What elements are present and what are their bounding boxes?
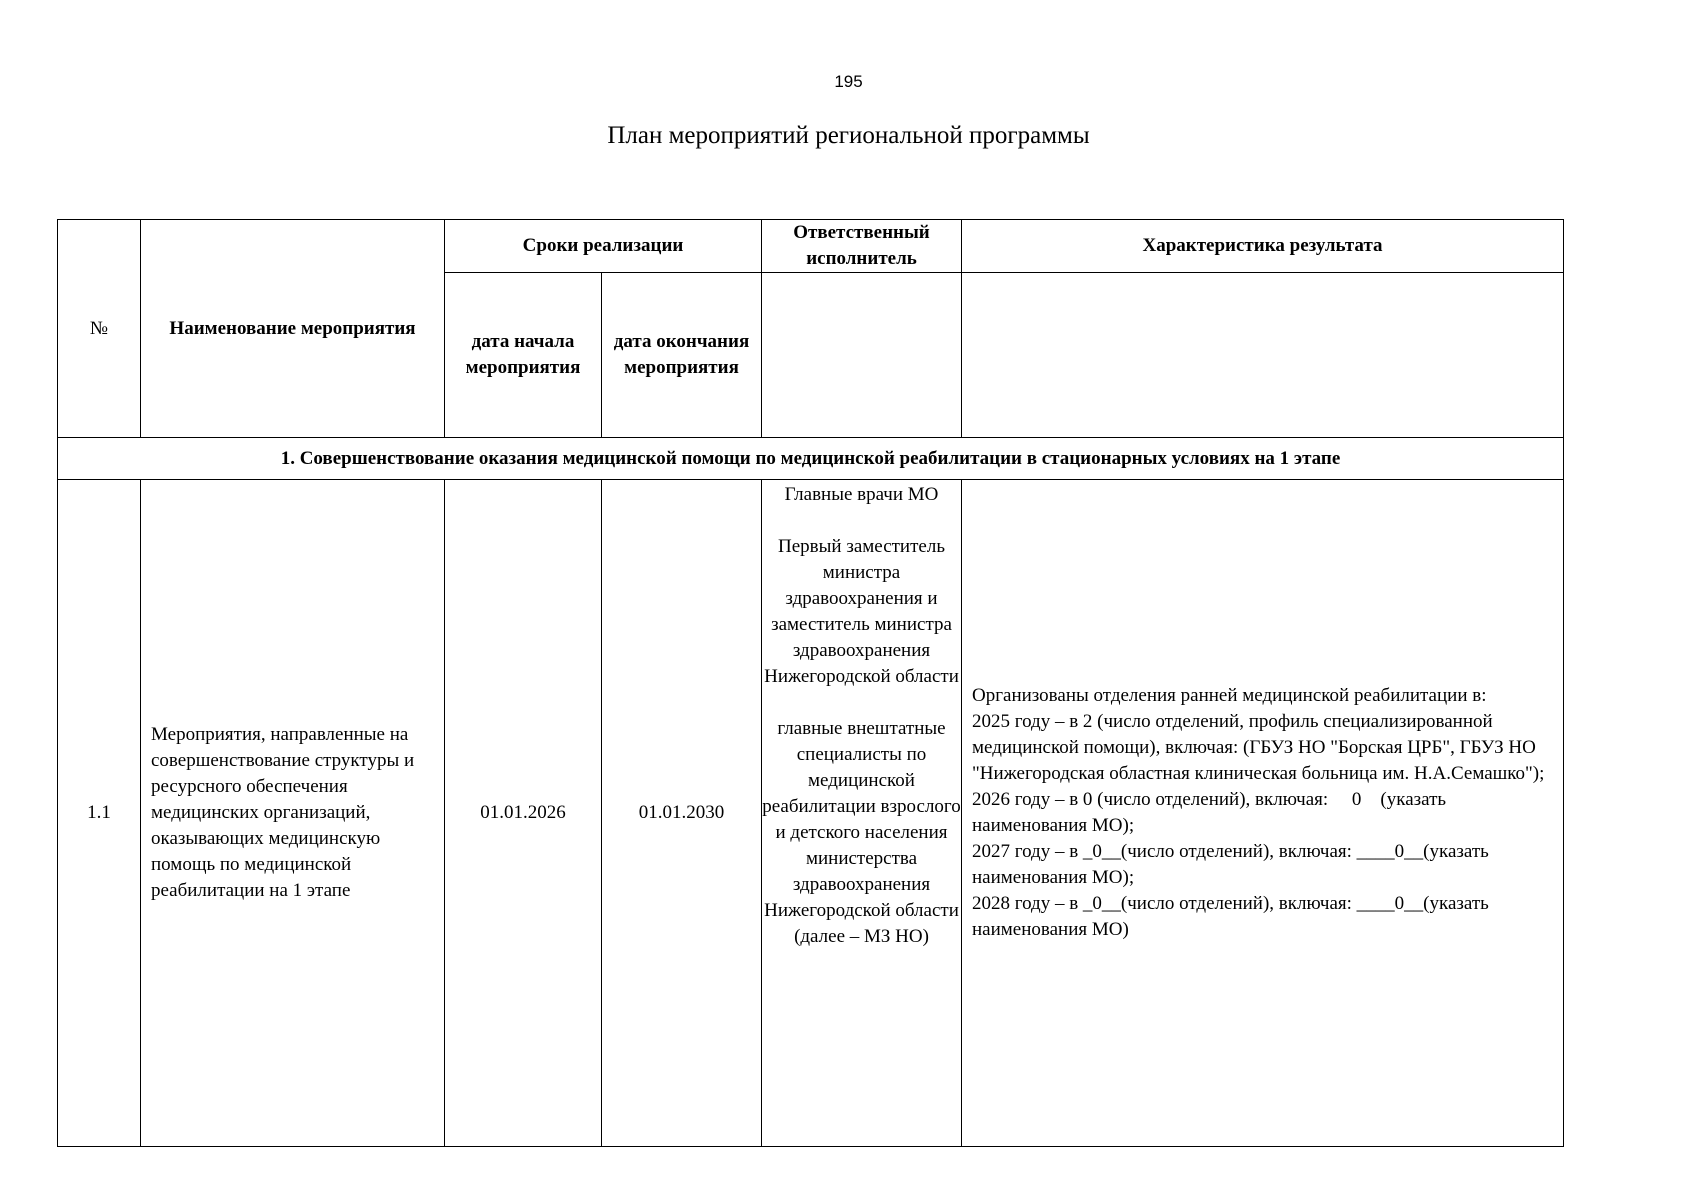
result-line-2026: 2026 году – в 0 (число отделений), включая: 0 (указать наименования МО); [972,789,1451,836]
row-num: 1.1 [58,480,141,1147]
header-num: № [58,220,141,438]
header-end-date: дата окончания мероприятия [602,273,762,438]
header-responsible-empty [762,273,962,438]
header-terms: Сроки реализации [445,220,762,273]
page-title: План мероприятий региональной программы [607,122,1090,149]
header-result-empty [962,273,1564,438]
page-number: 195 [834,72,863,91]
row-result [962,480,1564,1147]
header-name: Наименование мероприятия [141,220,445,438]
result-line-2025: 2025 году – в 2 (число отделений, профиль специализированной медицинской помощи), включая: (ГБУЗ НО "Борская ЦРБ", ГБУЗ НО "Нижегородская областная клиническая больница им. Н.А.Семашко"); [972,711,1545,784]
section-title: 1. Совершенствование оказания медицинской помощи по медицинской реабилитации в стационарных условиях на 1 этапе [58,438,1564,480]
result-line-2028: 2028 году – в _0__(число отделений), включая: ____0__(указать наименования МО) [972,893,1489,940]
row-start-date: 01.01.2026 [445,480,602,1147]
header-responsible: Ответственный исполнитель [762,220,962,273]
header-start-date: дата начала мероприятия [445,273,602,438]
header-row-1 [58,220,1564,273]
plan-table [57,219,1564,1147]
responsible-chief-specialists: главные внештатные специалисты по медицинской реабилитации взрослого и детского населения министерства здравоохранения Нижегородской области (далее – МЗ НО) [762,718,961,947]
row-end-date: 01.01.2030 [602,480,762,1147]
section-row [58,438,1564,480]
row-name: Мероприятия, направленные на совершенствование структуры и ресурсного обеспечения медицинских организаций, оказывающих медицинскую помощь по медицинской реабилитации на 1 этапе [141,480,445,1147]
result-line-intro: Организованы отделения ранней медицинской реабилитации в: [972,685,1487,706]
responsible-first-deputy: Первый заместитель министра здравоохранения и заместитель министра здравоохранения Нижегородской области [764,536,959,687]
responsible-chief-doctors: Главные врачи МО [784,484,939,505]
result-line-2027: 2027 году – в _0__(число отделений), включая: ____0__(указать наименования МО); [972,841,1489,888]
row-responsible [762,480,962,1147]
header-result: Характеристика результата [962,220,1564,273]
table-row [58,480,1564,1147]
